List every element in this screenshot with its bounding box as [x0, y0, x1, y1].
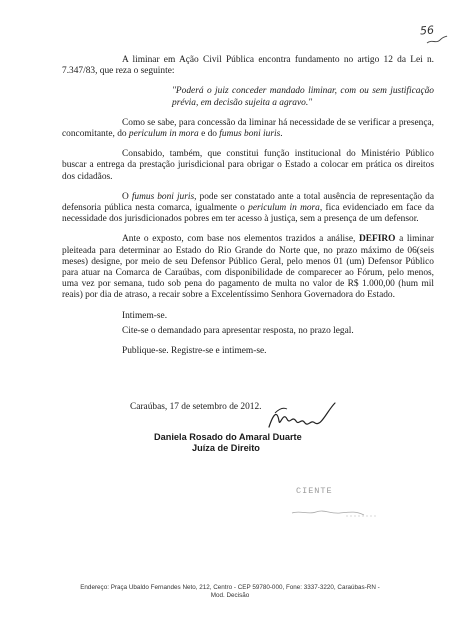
paragraph-ruling: Ante o exposto, com base nos elementos trazidos a análise, DEFIRO a liminar pleiteada para determinar ao Estado do Rio Grande do Norte que, no prazo máximo de 06(seis meses) designe, por meio de seu Defensor Público Geral, pelo menos 01 (um) Defensor Público para atuar na Comarca de Caraúbas, com disponibilidade de comparecer ao Fórum, pelo menos, uma vez por semana, tudo sob pena do pagamento de multa no valor de R$ 1.000,00 (hum mil reais) por dia de atraso, a recair sobre a Excelentíssimo Senhora Governadora do Estado. [62, 234, 434, 301]
paragraph-legal-basis: A liminar em Ação Civil Pública encontra fundamento no artigo 12 da Lei n. 7.347/83, que reza o seguinte: [62, 55, 434, 77]
stamp-scribble [290, 505, 380, 519]
paragraph-requirements: Como se sabe, para concessão da liminar há necessidade de se verificar a presença, concomitante, do periculum in mora e do fumus boni iuris. [62, 117, 434, 140]
paragraph-fumus-boni-juris: O fumus boni juris, pode ser constatado ante a total ausência de representação da defensoria pública nesta comarca, igualmente o periculum in mora, fica evidenciado em face da necessidade dos jurisdicionados pobres em ter acesso à justiça, sem a presença de um defensor. [62, 191, 434, 225]
handwritten-signature [265, 397, 345, 437]
footer-template-name: Mod. Decisão [210, 592, 250, 599]
paragraph-cite-se: Cite-se o demandado para apresentar resposta, no prazo legal. [122, 325, 354, 336]
date-line: Caraúbas, 17 de setembro de 2012. [130, 402, 262, 412]
decision-body [62, 55, 434, 366]
paragraph-intimem: Intimem-se. [122, 310, 168, 321]
judge-role: Juíza de Direito [192, 443, 260, 453]
page-number: 56 [419, 23, 435, 38]
received-stamp: CIENTE [296, 486, 333, 496]
footer-address: Endereço: Praça Ubaldo Fernandes Neto, 212, Centro - CEP 59780-000, Fone: 3337-3220, Caraúbas-RN - [80, 584, 380, 591]
signature-block [62, 402, 434, 453]
page-footer [20, 584, 440, 600]
judge-name: Daniela Rosado do Amaral Duarte [154, 432, 302, 442]
page-number-underline [426, 34, 448, 46]
quoted-law-article: "Poderá o juiz conceder mandado liminar, com ou sem justificação prévia, em decisão sujeita a agravo." [172, 86, 434, 108]
paragraph-publique-se: Publique-se. Registre-se e intimem-se. [122, 346, 267, 357]
paragraph-ministerio-publico: Consabido, também, que constitui função institucional do Ministério Público buscar a entrega da prestação jurisdicional para obrigar o Estado a colocar em prática os direitos dos cidadãos. [62, 149, 434, 182]
